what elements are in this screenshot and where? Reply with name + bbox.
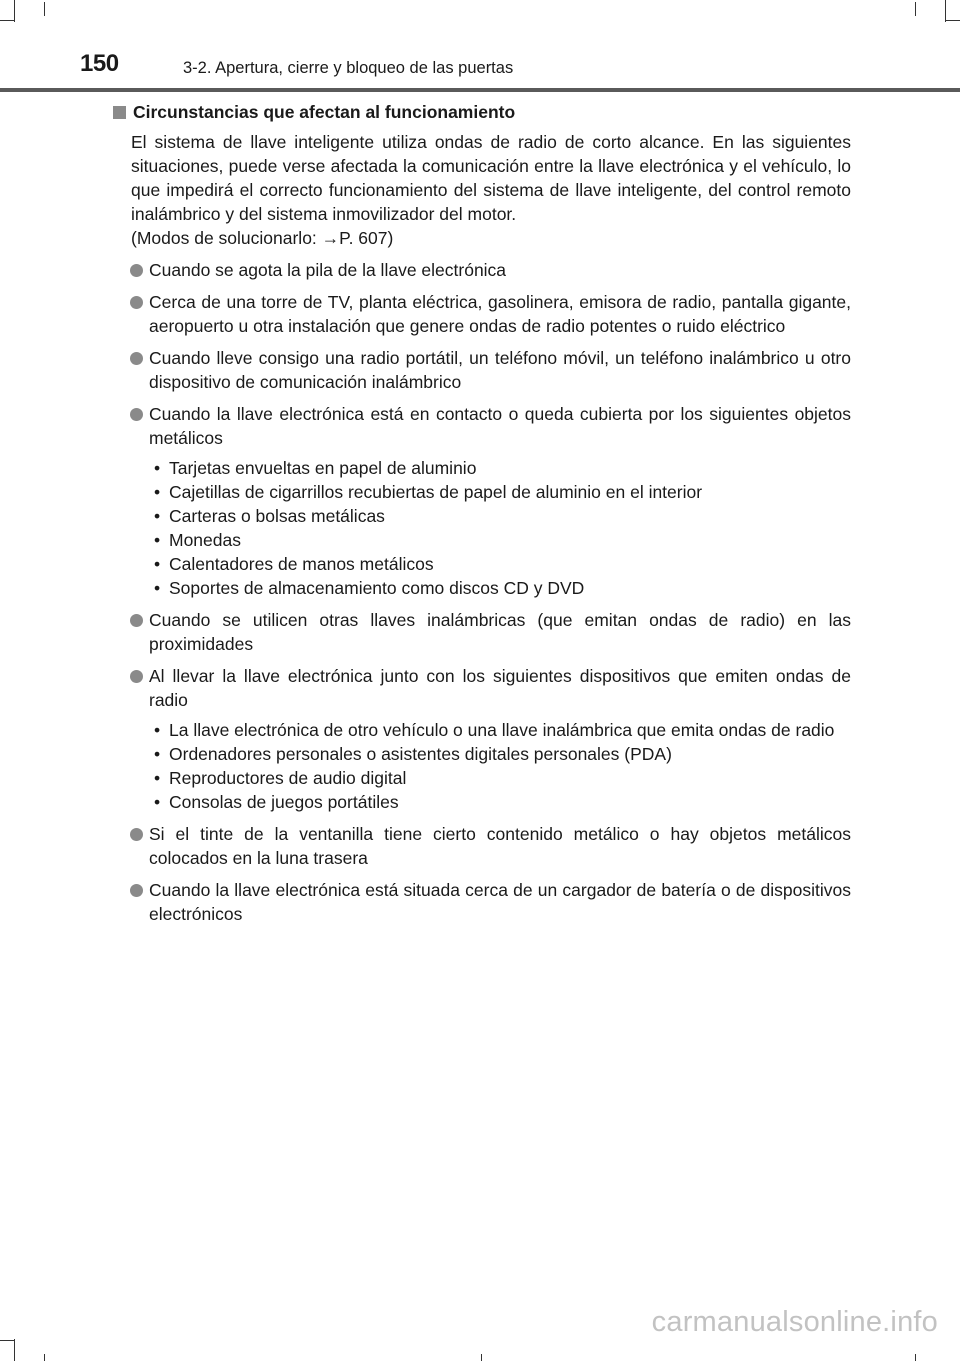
section-heading	[113, 100, 851, 124]
square-bullet-icon	[113, 106, 126, 119]
sub-list-item	[111, 742, 851, 766]
crop-mark	[14, 1339, 15, 1361]
page-reference: (Modos de solucionarlo: →P. 607)	[131, 228, 394, 248]
section-heading-text: Circunstancias que afectan al funcionamiento	[133, 102, 516, 122]
sub-bullet-glyph: •	[154, 530, 161, 550]
sub-list-item	[111, 718, 851, 742]
intro-paragraph: El sistema de llave inteligente utiliza ondas de radio de corto alcance. En las siguientes situaciones, puede verse afectada la comunicación entre la llave electrónica y el vehículo, lo que impedirá el correcto funcionamiento del sistema de llave inteligente, del control remoto inalámbrico y del sistema inmovilizador del motor.	[131, 132, 851, 224]
sub-list-item-text: Consolas de juegos portátiles	[169, 792, 399, 812]
list-item-text: Cuando lleve consigo una radio portátil, un teléfono móvil, un teléfono inalámbrico u otro dispositivo de comunicación inalámbrico	[149, 348, 851, 392]
list-item	[111, 346, 851, 394]
sub-list-item	[111, 504, 851, 528]
page-content	[111, 100, 851, 926]
circle-bullet-icon	[130, 296, 143, 309]
list-item-text: Cuando la llave electrónica está en contacto o queda cubierta por los siguientes objetos metálicos	[149, 404, 851, 448]
crop-mark	[44, 1354, 45, 1361]
list-item	[111, 878, 851, 926]
sub-list-item-text: Ordenadores personales o asistentes digitales personales (PDA)	[169, 744, 672, 764]
circle-bullet-icon	[130, 884, 143, 897]
radio-devices-list	[111, 718, 851, 814]
sub-bullet-glyph: •	[154, 768, 161, 788]
list-item-text: Si el tinte de la ventanilla tiene cierto contenido metálico o hay objetos metálicos colocados en la luna trasera	[149, 824, 851, 868]
sub-bullet-glyph: •	[154, 792, 161, 812]
sub-list-item-text: Calentadores de manos metálicos	[169, 554, 434, 574]
circle-bullet-icon	[130, 828, 143, 841]
list-item-text: Al llevar la llave electrónica junto con los siguientes dispositivos que emiten ondas de radio	[149, 666, 851, 710]
metal-objects-list	[111, 456, 851, 600]
list-item	[111, 822, 851, 870]
list-item	[111, 664, 851, 712]
list-item-text: Cuando se agota la pila de la llave electrónica	[149, 260, 507, 280]
sub-list-item-text: La llave electrónica de otro vehículo o una llave inalámbrica que emita ondas de radio	[169, 720, 835, 740]
section-title: 3-2. Apertura, cierre y bloqueo de las puertas	[183, 59, 514, 77]
list-item	[111, 608, 851, 656]
sub-list-item-text: Reproductores de audio digital	[169, 768, 407, 788]
header-divider	[0, 88, 960, 92]
sub-list-item-text: Cajetillas de cigarrillos recubiertas de papel de aluminio en el interior	[169, 482, 703, 502]
sub-bullet-glyph: •	[154, 744, 161, 764]
list-item-text: Cuando la llave electrónica está situada cerca de un cargador de batería o de dispositivos electrónicos	[149, 880, 851, 924]
sub-list-item	[111, 576, 851, 600]
sub-bullet-glyph: •	[154, 458, 161, 478]
sub-bullet-glyph: •	[154, 578, 161, 598]
watermark: carmanualsonline.info	[651, 1306, 938, 1338]
list-item	[111, 258, 851, 282]
sub-list-item	[111, 528, 851, 552]
circle-bullet-icon	[130, 408, 143, 421]
sub-bullet-glyph: •	[154, 554, 161, 574]
sub-list-item	[111, 790, 851, 814]
crop-mark	[0, 1340, 14, 1341]
sub-list-item	[111, 766, 851, 790]
sub-list-item	[111, 480, 851, 504]
crop-mark	[481, 1354, 482, 1361]
circle-bullet-icon	[130, 670, 143, 683]
sub-bullet-glyph: •	[154, 506, 161, 526]
circle-bullet-icon	[130, 264, 143, 277]
page-header	[0, 0, 960, 95]
page-number: 150	[80, 50, 119, 77]
crop-mark	[915, 1354, 916, 1361]
circle-bullet-icon	[130, 352, 143, 365]
list-item-text: Cuando se utilicen otras llaves inalámbricas (que emitan ondas de radio) en las proximidades	[149, 610, 851, 654]
sub-bullet-glyph: •	[154, 482, 161, 502]
list-item	[111, 402, 851, 450]
circle-bullet-icon	[130, 614, 143, 627]
sub-list-item-text: Monedas	[169, 530, 241, 550]
sub-list-item	[111, 456, 851, 480]
list-item	[111, 290, 851, 338]
sub-list-item-text: Carteras o bolsas metálicas	[169, 506, 385, 526]
sub-list-item-text: Tarjetas envueltas en papel de aluminio	[169, 458, 477, 478]
sub-list-item	[111, 552, 851, 576]
sub-list-item-text: Soportes de almacenamiento como discos CD y DVD	[169, 578, 585, 598]
sub-bullet-glyph: •	[154, 720, 161, 740]
list-item-text: Cerca de una torre de TV, planta eléctrica, gasolinera, emisora de radio, pantalla gigante, aeropuerto u otra instalación que genere ondas de radio potentes o ruido eléctrico	[149, 292, 851, 336]
